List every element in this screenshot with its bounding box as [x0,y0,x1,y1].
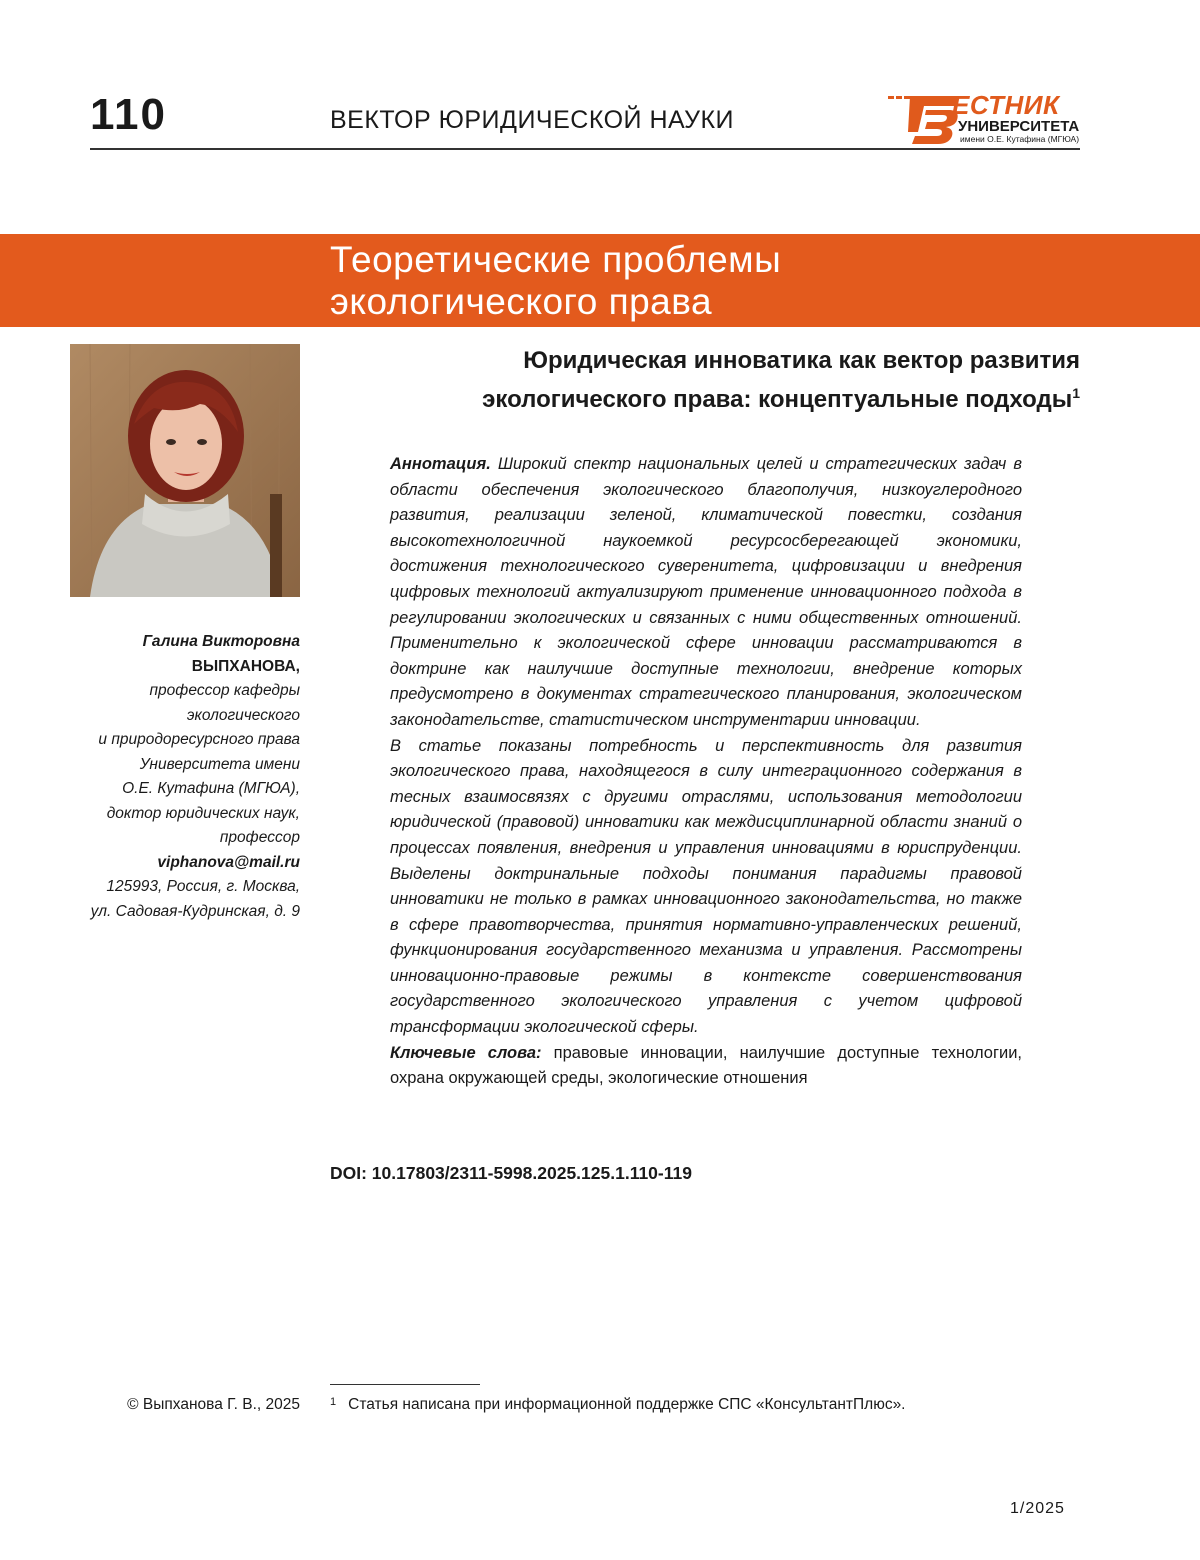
author-position-line: Университета имени [40,753,300,778]
author-address-line: 125993, Россия, г. Москва, [40,875,300,900]
copyright: © Выпханова Г. В., 2025 [60,1396,300,1414]
title-footnote-mark[interactable]: 1 [1072,385,1080,401]
journal-logo [880,92,1080,148]
section-band [0,234,1200,327]
logo-subtitle: имени О.Е. Кутафина (МГЮА) [960,134,1079,144]
abstract [390,452,1022,1092]
keywords [390,1041,1022,1092]
abstract-text-1: Широкий спектр национальных целей и стратегических задач в области обеспечения экологического благополучия, низкоуглеродного развития, реализации зеленой, климатической повестки, создания высокотехнологичной наукоемкой ресурсосберегающей экономики, достижения технологического суверенитета, цифровизации и внедрения цифровых технологий актуализируют применение инновационного подхода в регулировании экологических и связанных с ними общественных отношений. Применительно к экологической сфере инновации рассматриваются в доктрине как наилучшие доступные технологии, внедрение которых предусмотрено в документах стратегического планирования, экологическом законодательстве, статистическом инструментарии инновации. [390,455,1022,729]
abstract-label: Аннотация. [390,455,491,473]
author-given-names: Галина Викторовна [40,630,300,655]
abstract-paragraph-1 [390,452,1022,734]
author-position-line: О.Е. Кутафина (МГЮА), [40,777,300,802]
author-position-line: экологического [40,704,300,729]
author-position-line: доктор юридических наук, [40,802,300,827]
abstract-paragraph-2: В статье показаны потребность и перспективность для развития экологического права, находящегося в силу интеграционного содержания в тесных взаимосвязях с другими отраслями, использования методологии юридической (правовой) инноватики как междисциплинарной области знаний о процессах появления, внедрения и управления инновациями в юриспруденции. Выделены доктринальные подходы понимания парадигмы правовой инноватики не только в рамках инновационного законодательства, но также в сфере правотворчества, принятия нормативно-управленческих решений, функционирования государственного механизма и управления. Рассмотрены инновационно-правовые режимы в контексте совершенствования государственного экологического управления с учетом цифровой трансформации экологической сферы. [390,734,1022,1041]
issue-number: 1/2025 [1010,1500,1065,1518]
author-position-line: профессор [40,826,300,851]
section-title-line1: Теоретические проблемы [330,239,781,281]
article-title-line2: экологического права: концептуальные подходы [482,386,1072,413]
page-number: 110 [90,90,167,140]
author-address-line: ул. Садовая-Кудринская, д. 9 [40,900,300,925]
footnote-mark: 1 [330,1396,336,1408]
article-title-line1: Юридическая инноватика как вектор развития [300,345,1080,377]
section-title [330,239,781,323]
author-info [40,630,300,924]
author-photo [70,344,300,597]
author-surname: ВЫПХАНОВА, [40,655,300,680]
logo-emblem-icon [880,92,960,148]
keywords-label: Ключевые слова: [390,1044,542,1062]
footnote-rule [330,1384,480,1385]
header-rule [90,148,1080,150]
logo-word: ЕСТНИК [952,90,1059,121]
running-title: ВЕКТОР ЮРИДИЧЕСКОЙ НАУКИ [330,106,734,135]
author-position-line: и природоресурсного права [40,728,300,753]
doi[interactable]: DOI: 10.17803/2311-5998.2025.125.1.110-119 [330,1163,692,1184]
logo-university: УНИВЕРСИТЕТА [958,118,1079,135]
keywords-text: правовые инновации, наилучшие доступные технологии, охрана окружающей среды, экологические отношения [390,1044,1022,1088]
article-title [300,345,1080,416]
footnote [330,1396,906,1414]
author-position-line: профессор кафедры [40,679,300,704]
section-title-line2: экологического права [330,281,781,323]
author-email[interactable]: viphanova@mail.ru [40,851,300,876]
footnote-text: Статья написана при информационной поддержке СПС «КонсультантПлюс». [348,1396,905,1413]
